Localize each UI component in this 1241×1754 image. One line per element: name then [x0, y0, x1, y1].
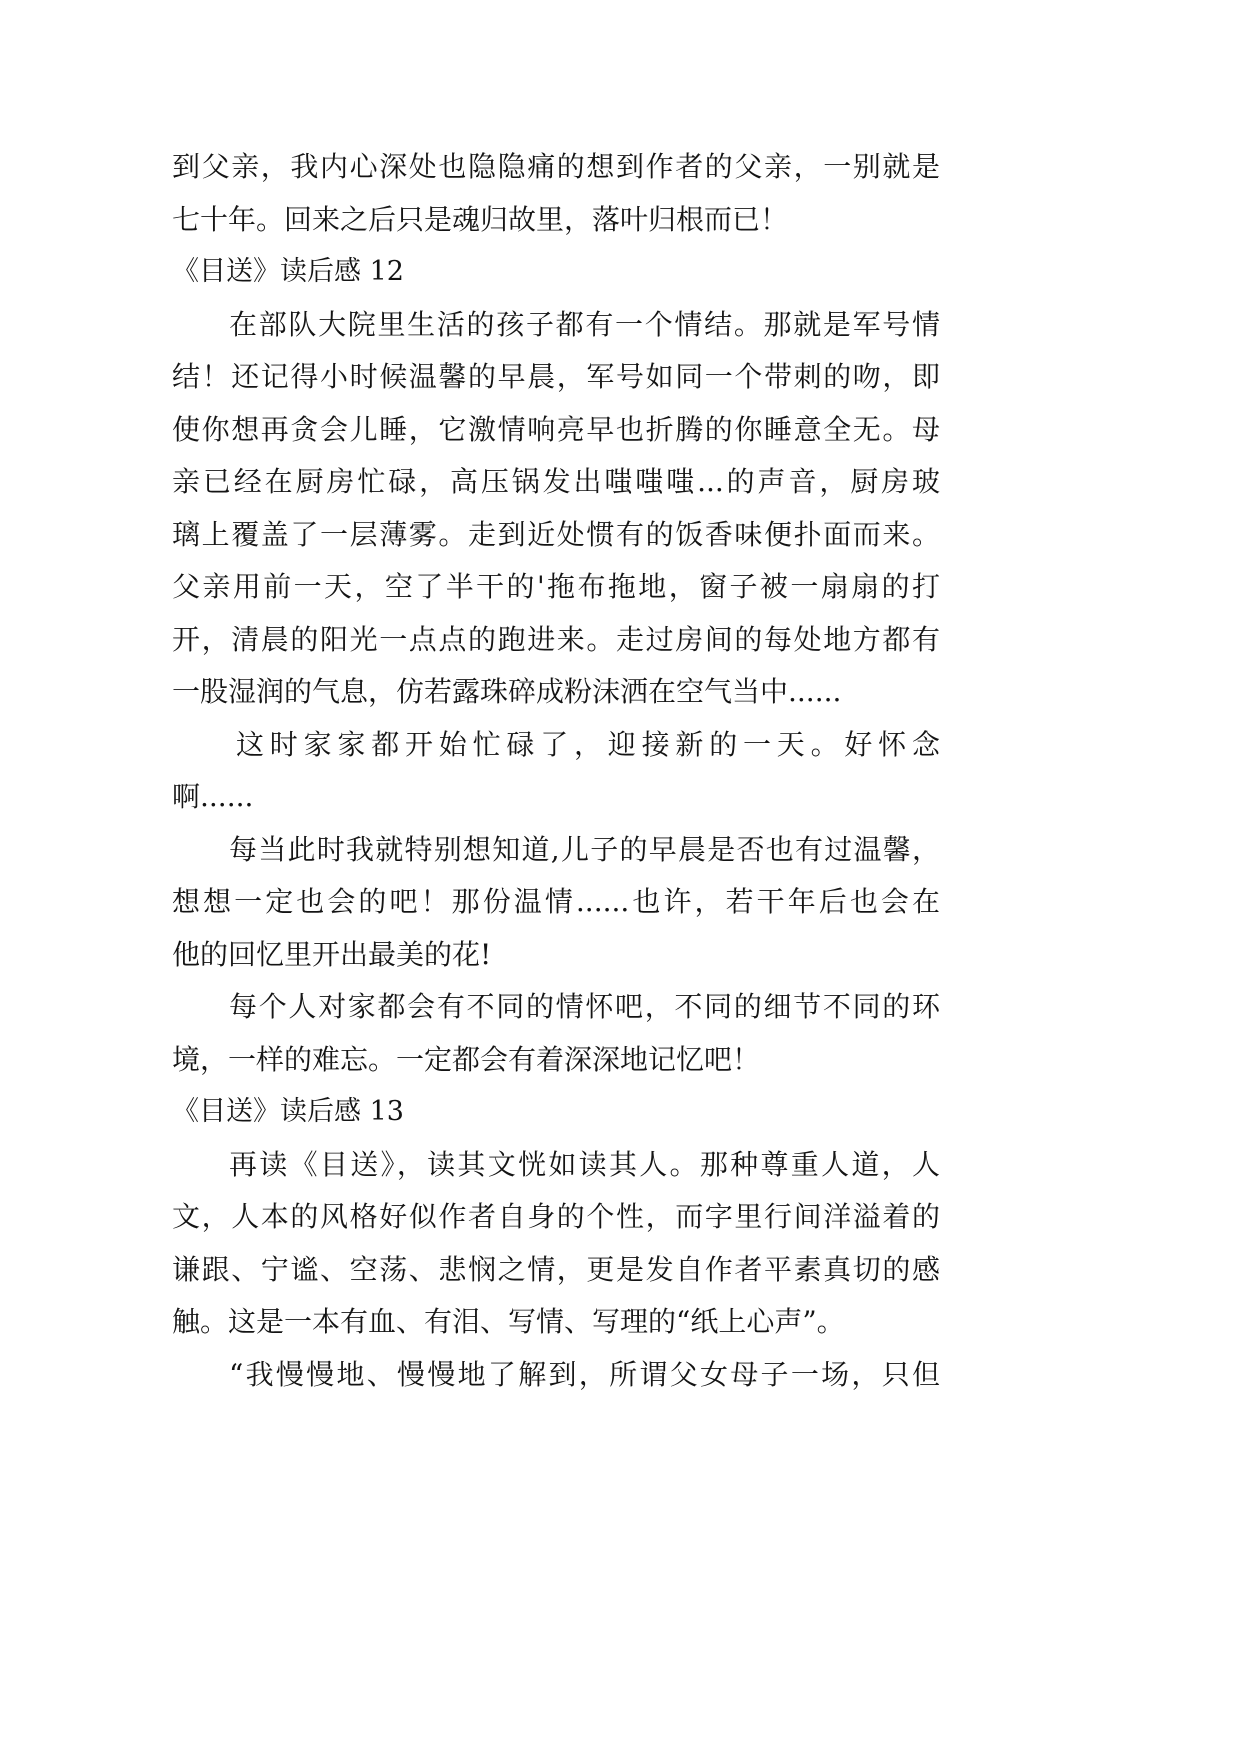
paragraph-line: 每个人对家都会有不同的情怀吧，不同的细节不同的环: [229, 990, 940, 1023]
paragraph-line: 这时家家都开始忙碌了，迎接新的一天。好怀念: [236, 727, 940, 761]
essay-12-paragraph-3: [172, 824, 940, 982]
paragraph-line: 每当此时我就特别想知道,儿子的早晨是否也有过温馨，: [229, 832, 940, 866]
paragraph-line: 璃上覆盖了一层薄雾。走到近处惯有的饭香味便扑面而来。: [172, 517, 940, 551]
paragraph-line: 结！还记得小时候温馨的早晨，军号如同一个带刺的吻，即: [172, 360, 940, 393]
paragraph-line: 亲已经在厨房忙碌，高压锅发出嗤嗤嗤...的声音，厨房玻: [172, 465, 940, 498]
paragraph-line: 啊......: [172, 780, 254, 813]
paragraph-line: 七十年。回来之后只是魂归故里，落叶归根而已！: [172, 202, 789, 236]
paragraph-line: 一股湿润的气息，仿若露珠碎成粉沫洒在空气当中......: [172, 675, 842, 708]
paragraph-line: “我慢慢地、慢慢地了解到，所谓父女母子一场，只但: [229, 1357, 940, 1391]
essay-12-paragraph-2: [172, 719, 940, 824]
paragraph-line: 父亲用前一天，空了半干的'拖布拖地，窗子被一扇扇的打: [172, 570, 940, 603]
paragraph-line: 开，清晨的阳光一点点的跑进来。走过房间的每处地方都有: [172, 622, 940, 656]
paragraph-line: 境，一样的难忘。一定都会有着深深地记忆吧！: [172, 1042, 761, 1076]
essay-12-paragraph-1: [172, 299, 940, 719]
essay-12-paragraph-4: [172, 981, 940, 1086]
paragraph-line: 想想一定也会的吧！那份温情......也许，若干年后也会在: [172, 885, 940, 918]
essay-13-paragraph-2: [172, 1349, 940, 1402]
paragraph-line: 谦跟、宁谧、空荡、悲悯之情，更是发自作者平素真切的感: [172, 1252, 940, 1286]
paragraph-line: 再读《目送》，读其文恍如读其人。那种尊重人道，人: [229, 1147, 940, 1181]
carryover-paragraph: [172, 141, 940, 246]
essay-13-paragraph-1: [172, 1139, 940, 1349]
page-body: [172, 141, 940, 1401]
paragraph-line: 触。这是一本有血、有泪、写情、写理的“纸上心声”。: [172, 1305, 845, 1338]
paragraph-line: 他的回忆里开出最美的花!: [172, 937, 492, 971]
essay-13-title: 《目送》读后感 13: [172, 1096, 404, 1127]
paragraph-line: 使你想再贪会儿睡，它激情响亮早也折腾的你睡意全无。母: [172, 412, 940, 446]
paragraph-line: 文，人本的风格好似作者自身的个性，而字里行间洋溢着的: [172, 1200, 940, 1233]
paragraph-line: 在部队大院里生活的孩子都有一个情结。那就是军号情: [229, 307, 940, 341]
essay-12-title: 《目送》读后感 12: [172, 256, 404, 287]
paragraph-line: 到父亲，我内心深处也隐隐痛的想到作者的父亲，一别就是: [172, 150, 940, 183]
